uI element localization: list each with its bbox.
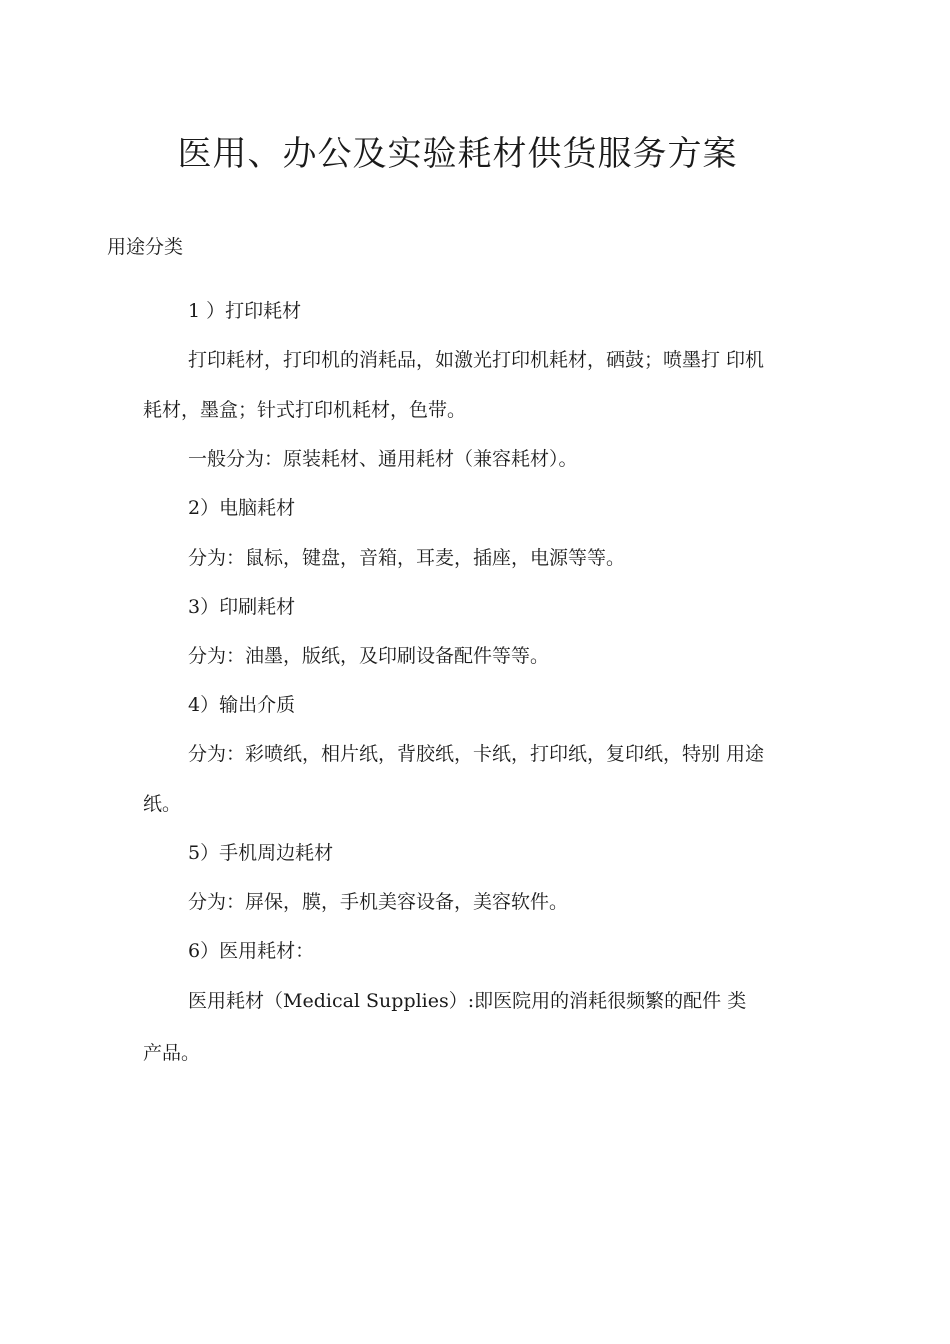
paragraph-line: 打印耗材，打印机的消耗品，如激光打印机耗材，硒鼓；喷墨打 印机 bbox=[188, 349, 765, 371]
subheading-printing: 1 ）打印耗材 bbox=[188, 300, 302, 322]
subheading-phone: 5）手机周边耗材 bbox=[188, 842, 334, 864]
paragraph-line: 耗材，墨盒；针式打印机耗材，色带。 bbox=[143, 399, 467, 421]
subheading-computer: 2）电脑耗材 bbox=[188, 497, 296, 519]
document-title: 医用、办公及实验耗材供货服务方案 bbox=[177, 134, 738, 174]
paragraph-line: 分为：屏保，膜，手机美容设备，美容软件。 bbox=[188, 891, 569, 913]
paragraph-line: 分为：油墨，版纸，及印刷设备配件等等。 bbox=[188, 645, 550, 667]
paragraph-line: 纸。 bbox=[143, 793, 182, 815]
paragraph-line: 分为：彩喷纸，相片纸，背胶纸，卡纸，打印纸，复印纸，特别 用途 bbox=[188, 743, 765, 765]
paragraph-line: 一般分为：原装耗材、通用耗材（兼容耗材）。 bbox=[188, 448, 578, 470]
subheading-output-media: 4）输出介质 bbox=[188, 694, 296, 716]
subheading-print-shop: 3）印刷耗材 bbox=[188, 596, 296, 618]
subheading-medical: 6）医用耗材： bbox=[188, 940, 315, 962]
paragraph-line: 医用耗材（Medical Supplies）:即医院用的消耗很频繁的配件 类 bbox=[188, 990, 747, 1012]
paragraph-line: 分为：鼠标，键盘，音箱，耳麦，插座，电源等等。 bbox=[188, 547, 626, 569]
section-heading: 用途分类 bbox=[107, 236, 184, 258]
paragraph-line: 产品。 bbox=[143, 1042, 201, 1064]
